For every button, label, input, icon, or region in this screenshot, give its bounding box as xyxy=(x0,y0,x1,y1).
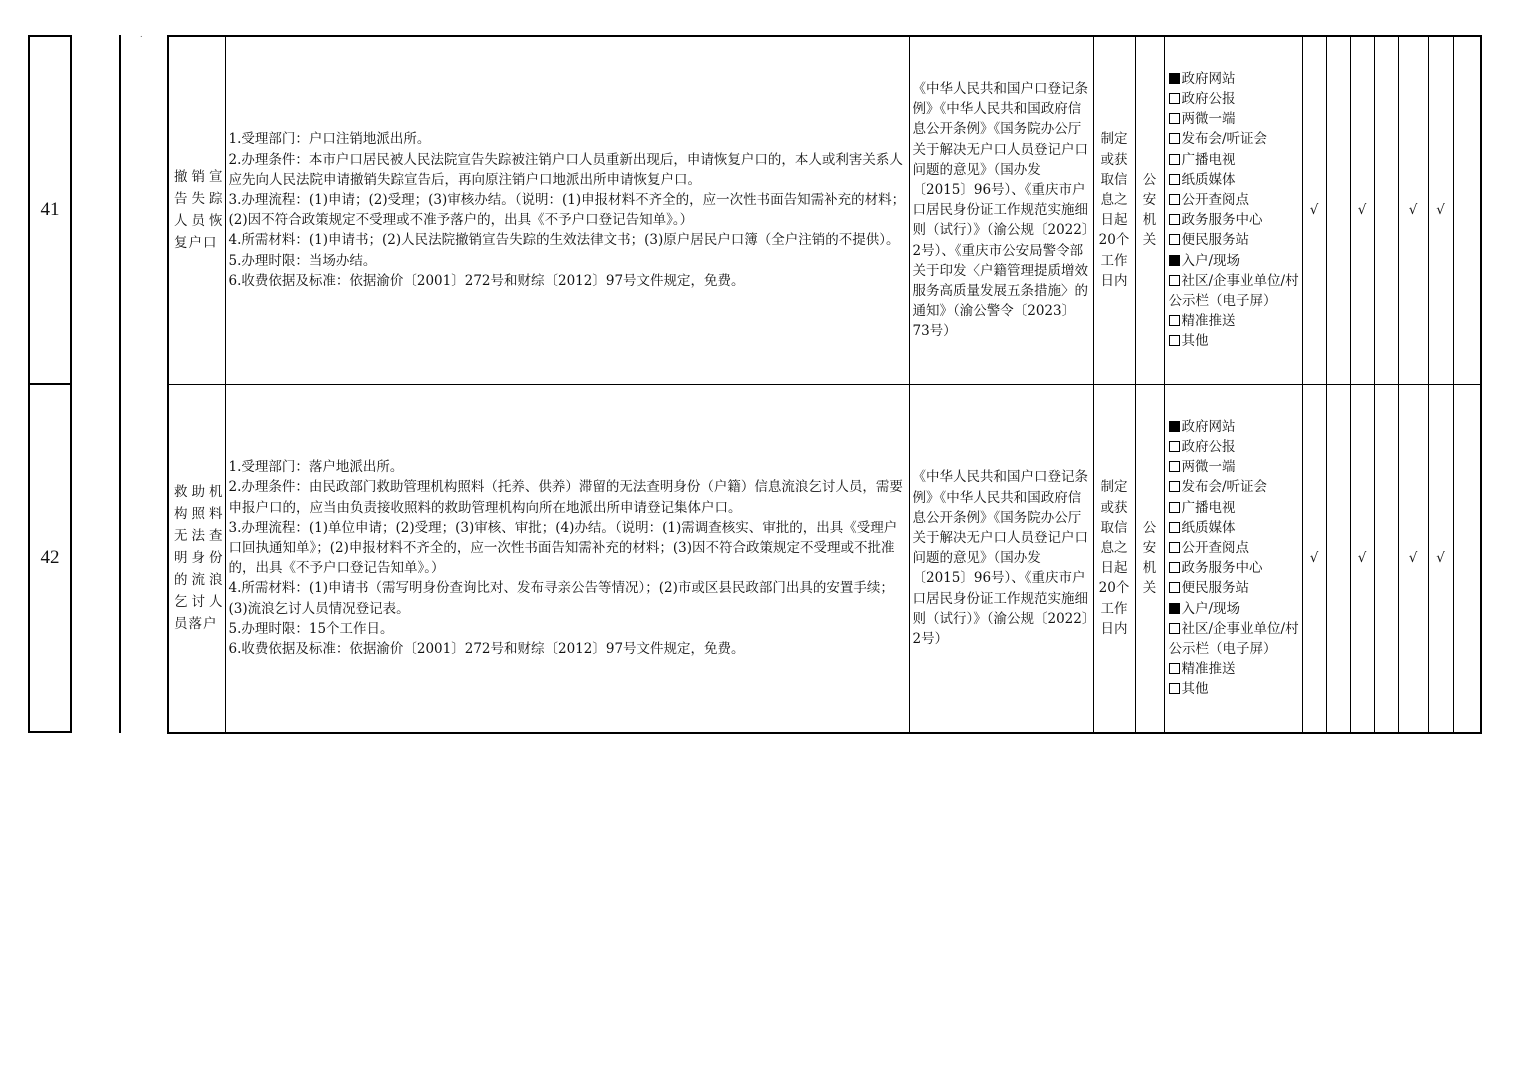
channel-option xyxy=(1169,129,1300,149)
legal-basis-cell xyxy=(909,36,1093,384)
legal-basis-cell xyxy=(909,384,1093,733)
time-limit-line: 工作 xyxy=(1100,252,1128,269)
time-limit-line: 息之 xyxy=(1100,192,1128,209)
checkmark-cell: √ xyxy=(1302,36,1326,384)
checked-box-icon xyxy=(1169,421,1180,432)
channel-label: 社区/企事业单位/村公示栏（电子屏） xyxy=(1168,620,1299,658)
channel-option xyxy=(1169,619,1300,659)
channel-label: 便民服务站 xyxy=(1181,232,1249,249)
time-limit-line: 制定 xyxy=(1100,131,1128,148)
time-limit-line: 取信 xyxy=(1100,171,1128,188)
channel-option xyxy=(1169,538,1300,558)
channel-option xyxy=(1169,578,1300,598)
channel-label: 社区/企事业单位/村公示栏（电子屏） xyxy=(1168,272,1299,310)
checked-box-icon xyxy=(1169,603,1180,614)
detail-line: 2.办理条件：本市户口居民被人民法院宣告失踪被注销户口人员重新出现后，申请恢复户口的，本人或利害关系人应先向人民法院申请撤销失踪宣告后，再向原注销户口地派出所申请恢复户口。 xyxy=(228,151,903,188)
channel-option xyxy=(1169,437,1300,457)
unchecked-box-icon xyxy=(1169,234,1180,245)
time-limit-line: 或获 xyxy=(1100,499,1128,516)
channel-label: 入户/现场 xyxy=(1181,252,1241,269)
time-limit-line: 息之 xyxy=(1100,540,1128,557)
channel-option xyxy=(1169,331,1300,351)
channel-label: 政府公报 xyxy=(1181,91,1236,108)
channel-label: 入户/现场 xyxy=(1181,600,1241,617)
row-index-41 xyxy=(28,35,72,385)
table-row xyxy=(168,36,1481,384)
row-index-label: 42 xyxy=(40,547,60,568)
detail-line: 3.办理流程：(1)单位申请；(2)受理；(3)审核、审批；(4)办结。（说明：(1)需调查核实、审批的，出具《受理户口回执通知单》；(2)申报材料不齐全的，应一次性书面告知需补充的材料；(3)因不符合政策规定不受理或不批准的，出具《不予户口登记告知单》。） xyxy=(228,519,898,577)
time-limit-line: 日起 xyxy=(1100,560,1128,577)
agency-char: 安 xyxy=(1142,192,1157,209)
unchecked-box-icon xyxy=(1169,542,1180,553)
unchecked-box-icon xyxy=(1169,522,1180,533)
channel-option xyxy=(1169,659,1300,679)
unchecked-box-icon xyxy=(1169,441,1180,452)
table-row xyxy=(168,384,1481,733)
detail-line: 6.收费依据及标准：依据渝价〔2001〕272号和财综〔2012〕97号文件规定，免费。 xyxy=(228,272,745,289)
time-limit-line: 制定 xyxy=(1100,479,1128,496)
unchecked-box-icon xyxy=(1169,683,1180,694)
channel-option xyxy=(1169,170,1300,190)
unchecked-box-icon xyxy=(1169,113,1180,124)
channel-option xyxy=(1169,89,1300,109)
checked-box-icon xyxy=(1169,255,1180,266)
channel-label: 纸质媒体 xyxy=(1181,171,1236,188)
channel-option xyxy=(1169,230,1300,250)
checkmark-cell: √ xyxy=(1302,384,1326,733)
channel-option xyxy=(1169,109,1300,129)
unchecked-box-icon xyxy=(1169,214,1180,225)
legal-basis-text: 《中华人民共和国户口登记条例》《中华人民共和国政府信息公开条例》《国务院办公厅关于解决无户口人员登记户口问题的意见》（国办发〔2015〕96号）、《重庆市户口居民身份证工作规范实施细则（试行）》（渝公规〔2022〕2号）、《重庆市公安局警令部关于印发〈户籍管理提质增效服务高质量发展五条措施〉的通知》（渝公警令〔2023〕73号） xyxy=(912,80,1089,340)
unchecked-box-icon xyxy=(1169,481,1180,492)
channel-label: 发布会/听证会 xyxy=(1181,479,1268,496)
time-limit-line: 工作 xyxy=(1100,600,1128,617)
channel-option xyxy=(1169,69,1300,89)
unchecked-box-icon xyxy=(1169,461,1180,472)
unchecked-box-icon xyxy=(1169,315,1180,326)
unchecked-box-icon xyxy=(1169,623,1180,634)
unchecked-box-icon xyxy=(1169,154,1180,165)
channel-label: 公开查阅点 xyxy=(1181,540,1249,557)
detail-line: 3.办理流程：(1)申请；(2)受理；(3)审核办结。（说明：(1)申报材料不齐全的，应一次性书面告知需补充的材料；(2)因不符合政策规定不受理或不准予落户的，出具《不予户口登记告知单》。） xyxy=(228,192,906,229)
checkmark-cell xyxy=(1453,384,1481,733)
channel-option xyxy=(1169,679,1300,699)
detail-line: 1.受理部门：落户地派出所。 xyxy=(228,459,404,476)
unchecked-box-icon xyxy=(1169,502,1180,513)
detail-line: 5.办理时限：15个工作日。 xyxy=(228,620,394,637)
channel-label: 政务服务中心 xyxy=(1181,560,1263,577)
channel-label: 精准推送 xyxy=(1181,661,1236,678)
detail-line: 4.所需材料：(1)申请书（需写明身份查询比对、发布寻亲公告等情况）；(2)市或区县民政部门出具的安置手续；(3)流浪乞讨人员情况登记表。 xyxy=(228,580,894,617)
detail-cell xyxy=(225,36,909,384)
time-limit-line: 20个 xyxy=(1098,232,1130,249)
checkmark-cell xyxy=(1374,36,1398,384)
item-name-cell: 撤销宣告失踪人员恢复户口 xyxy=(168,36,225,384)
unchecked-box-icon xyxy=(1169,275,1180,286)
agency-char: 机 xyxy=(1142,212,1157,229)
unchecked-box-icon xyxy=(1169,582,1180,593)
unchecked-box-icon xyxy=(1169,663,1180,674)
agency-char: 公 xyxy=(1142,171,1157,188)
channel-option xyxy=(1169,599,1300,619)
scan-speck: . xyxy=(140,30,143,39)
unchecked-box-icon xyxy=(1169,174,1180,185)
channel-label: 两微一端 xyxy=(1181,459,1236,476)
channel-label: 其他 xyxy=(1181,333,1209,350)
time-limit-line: 日内 xyxy=(1100,620,1128,637)
channel-option xyxy=(1169,311,1300,331)
channel-label: 发布会/听证会 xyxy=(1181,131,1268,148)
unchecked-box-icon xyxy=(1169,93,1180,104)
checkmark-cell xyxy=(1326,36,1350,384)
channel-label: 公开查阅点 xyxy=(1181,192,1249,209)
channel-label: 政府公报 xyxy=(1181,439,1236,456)
disclosure-table xyxy=(167,35,1482,734)
agency-char: 关 xyxy=(1142,232,1157,249)
channel-option xyxy=(1169,498,1300,518)
channels-cell xyxy=(1164,36,1302,384)
checkmark-cell: √ xyxy=(1428,36,1453,384)
detail-line: 5.办理时限：当场办结。 xyxy=(228,252,377,269)
detail-line: 6.收费依据及标准：依据渝价〔2001〕272号和财综〔2012〕97号文件规定，免费。 xyxy=(228,641,745,658)
unchecked-box-icon xyxy=(1169,194,1180,205)
channel-option xyxy=(1169,251,1300,271)
channel-option xyxy=(1169,150,1300,170)
agency-char: 关 xyxy=(1142,580,1157,597)
item-name-cell: 救助机构照料无法查明身份的流浪乞讨人员落户 xyxy=(168,384,225,733)
unchecked-box-icon xyxy=(1169,133,1180,144)
time-limit-line: 日内 xyxy=(1100,272,1128,289)
row-index-42 xyxy=(28,383,72,733)
column-divider xyxy=(119,35,121,733)
channel-option xyxy=(1169,271,1300,311)
channel-label: 精准推送 xyxy=(1181,313,1236,330)
detail-line: 1.受理部门：户口注销地派出所。 xyxy=(228,131,431,148)
row-index-label: 41 xyxy=(40,199,60,220)
channel-option xyxy=(1169,210,1300,230)
legal-basis-text: 《中华人民共和国户口登记条例》《中华人民共和国政府信息公开条例》《国务院办公厅关于解决无户口人员登记户口问题的意见》（国办发〔2015〕96号）、《重庆市户口居民身份证工作规范实施细则（试行）》（渝公规〔2022〕2号） xyxy=(912,469,1089,647)
channel-label: 政务服务中心 xyxy=(1181,212,1263,229)
channel-label: 政府网站 xyxy=(1181,70,1236,87)
channels-cell xyxy=(1164,384,1302,733)
detail-cell xyxy=(225,384,909,733)
agency-char: 安 xyxy=(1142,540,1157,557)
checkmark-cell: √ xyxy=(1398,384,1428,733)
detail-line: 2.办理条件：由民政部门救助管理机构照料（托养、供养）滞留的无法查明身份（户籍）信息流浪乞讨人员，需要申报户口的，应当由负责接收照料的救助管理机构向所在地派出所申请登记集体户口。 xyxy=(228,479,903,516)
detail-line: 4.所需材料：(1)申请书；(2)人民法院撤销宣告失踪的生效法律文书；(3)原户居民户口簿（全户注销的不提供）。 xyxy=(228,232,900,249)
channel-label: 纸质媒体 xyxy=(1181,519,1236,536)
time-limit-line: 或获 xyxy=(1100,151,1128,168)
channel-label: 便民服务站 xyxy=(1181,580,1249,597)
agency-char: 机 xyxy=(1142,560,1157,577)
channel-option xyxy=(1169,457,1300,477)
time-limit-cell xyxy=(1093,384,1135,733)
channel-option xyxy=(1169,190,1300,210)
time-limit-cell xyxy=(1093,36,1135,384)
checkmark-cell: √ xyxy=(1428,384,1453,733)
checkmark-cell xyxy=(1453,36,1481,384)
checkmark-cell: √ xyxy=(1350,384,1374,733)
channel-option xyxy=(1169,477,1300,497)
channel-option xyxy=(1169,558,1300,578)
channel-label: 其他 xyxy=(1181,681,1209,698)
time-limit-line: 取信 xyxy=(1100,519,1128,536)
agency-char: 公 xyxy=(1142,519,1157,536)
agency-cell xyxy=(1135,36,1164,384)
checkmark-cell: √ xyxy=(1398,36,1428,384)
channel-label: 广播电视 xyxy=(1181,499,1236,516)
channel-option xyxy=(1169,417,1300,437)
unchecked-box-icon xyxy=(1169,335,1180,346)
channel-option xyxy=(1169,518,1300,538)
unchecked-box-icon xyxy=(1169,562,1180,573)
time-limit-line: 20个 xyxy=(1098,580,1130,597)
checkmark-cell xyxy=(1374,384,1398,733)
time-limit-line: 日起 xyxy=(1100,212,1128,229)
channel-label: 两微一端 xyxy=(1181,111,1236,128)
channel-label: 广播电视 xyxy=(1181,151,1236,168)
checkmark-cell xyxy=(1326,384,1350,733)
checked-box-icon xyxy=(1169,73,1180,84)
agency-cell xyxy=(1135,384,1164,733)
checkmark-cell: √ xyxy=(1350,36,1374,384)
channel-label: 政府网站 xyxy=(1181,418,1236,435)
